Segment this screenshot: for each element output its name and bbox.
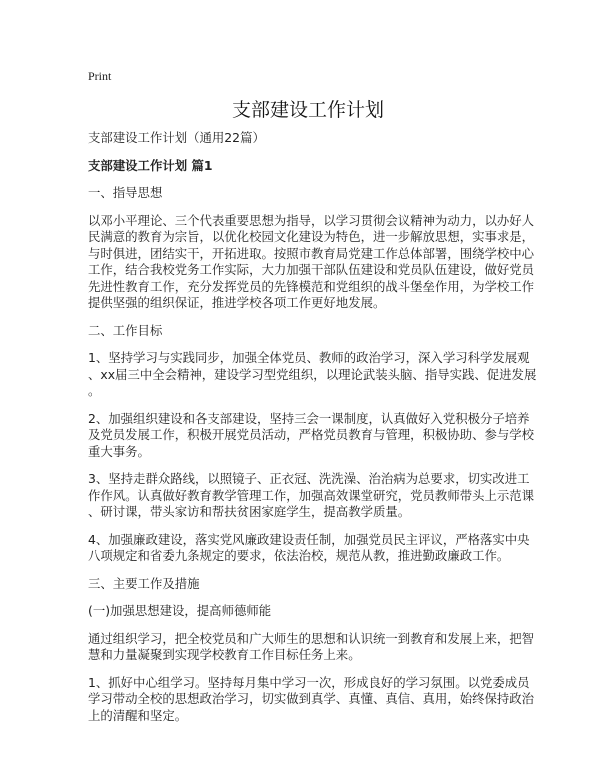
text-line: 以邓小平理论、三个代表重要思想为指导，以学习贯彻会议精神为动力，以办好人 bbox=[88, 212, 535, 228]
text-line: 重大事务。 bbox=[88, 443, 150, 459]
text-line: 2、加强组织建设和各支部建设，坚持三会一课制度，认真做好入党积极分子培养 bbox=[88, 410, 530, 426]
text-line: 、研讨课，带头家访和帮扶贫困家庭学生，提高教学质量。 bbox=[88, 504, 411, 519]
text-line: 3、坚持走群众路线，以照镜子、正衣冠、洗洗澡、治治病为总要求，切实改进工 bbox=[88, 471, 530, 486]
text-line: 1、抓好中心组学习。坚持每月集中学习一次，形成良好的学习氛围。以党委成员 bbox=[88, 674, 530, 690]
paragraph bbox=[88, 471, 535, 521]
section-heading bbox=[88, 185, 528, 202]
text-line: 4、加强廉政建设，落实党风廉政建设责任制，加强党员民主评议，严格落实中央 bbox=[88, 531, 530, 547]
paragraph bbox=[88, 410, 535, 461]
text-line: 与时俱进，团结实干，开拓进取。按照市教育局党建工作总体部署，围绕学校中心 bbox=[88, 245, 535, 261]
text-line: 、xx届三中全会精神，建设学习型党组织，以理论武装头脑、指导实践、促进发展 bbox=[88, 366, 537, 382]
section-title: 支部建设工作计划 篇1 bbox=[88, 157, 213, 173]
document-title: 支部建设工作计划 bbox=[231, 99, 384, 121]
section-heading bbox=[88, 576, 528, 593]
text-line: 二、工作目标 bbox=[88, 322, 163, 338]
text-line: 。 bbox=[88, 383, 101, 398]
text-line: 及党员发展工作，积极开展党员活动，严格党员教育与管理，积极协助、参与学校 bbox=[88, 427, 535, 442]
text-line: 学习带动全校的思想政治学习，切实做到真学、真懂、真信、真用，始终保持政治 bbox=[88, 691, 535, 706]
section-heading bbox=[88, 323, 528, 340]
text-line: 三、主要工作及措施 bbox=[88, 575, 200, 591]
text-line: (一)加强思想建设，提高师德师能 bbox=[88, 603, 272, 618]
paragraph bbox=[88, 674, 535, 725]
paragraph bbox=[88, 350, 537, 400]
text-line: 八项规定和省委九条规定的要求，依法治校，规范从教，推进勤政廉政工作。 bbox=[88, 548, 510, 563]
document-subtitle: 支部建设工作计划（通用22篇） bbox=[88, 130, 265, 145]
text-line: 慧和力量凝聚到实现学校教育工作目标任务上来。 bbox=[88, 647, 361, 662]
paragraph bbox=[88, 212, 535, 312]
print-link[interactable]: Print bbox=[88, 69, 112, 83]
section-heading bbox=[88, 603, 528, 620]
paragraph bbox=[88, 630, 535, 664]
text-line: 工作，结合我校党务工作实际，大力加强干部队伍建设和党员队伍建设，做好党员 bbox=[88, 262, 535, 277]
paragraph bbox=[88, 532, 528, 565]
text-line: 一、指导思想 bbox=[88, 185, 163, 200]
text-line: 1、坚持学习与实践同步，加强全体党员、教师的政治学习，深入学习科学发展观 bbox=[88, 350, 530, 365]
document-body bbox=[88, 185, 537, 724]
text-line: 通过组织学习，把全校党员和广大师生的思想和认识统一到教育和发展上来，把智 bbox=[88, 630, 535, 646]
text-line: 先进性教育工作，充分发挥党员的先锋模范和党组织的战斗堡垒作用，为学校工作 bbox=[88, 278, 535, 294]
text-line: 上的清醒和坚定。 bbox=[88, 707, 188, 723]
text-line: 提供坚强的组织保证，推进学校各项工作更好地发展。 bbox=[88, 295, 386, 310]
document-page bbox=[88, 68, 537, 735]
text-line: 作作风。认真做好教育教学管理工作，加强高效课堂研究，党员教师带头上示范课 bbox=[88, 487, 535, 503]
text-line: 民满意的教育为宗旨，以优化校园文化建设为特色，进一步解放思想，实事求是， bbox=[88, 229, 535, 244]
